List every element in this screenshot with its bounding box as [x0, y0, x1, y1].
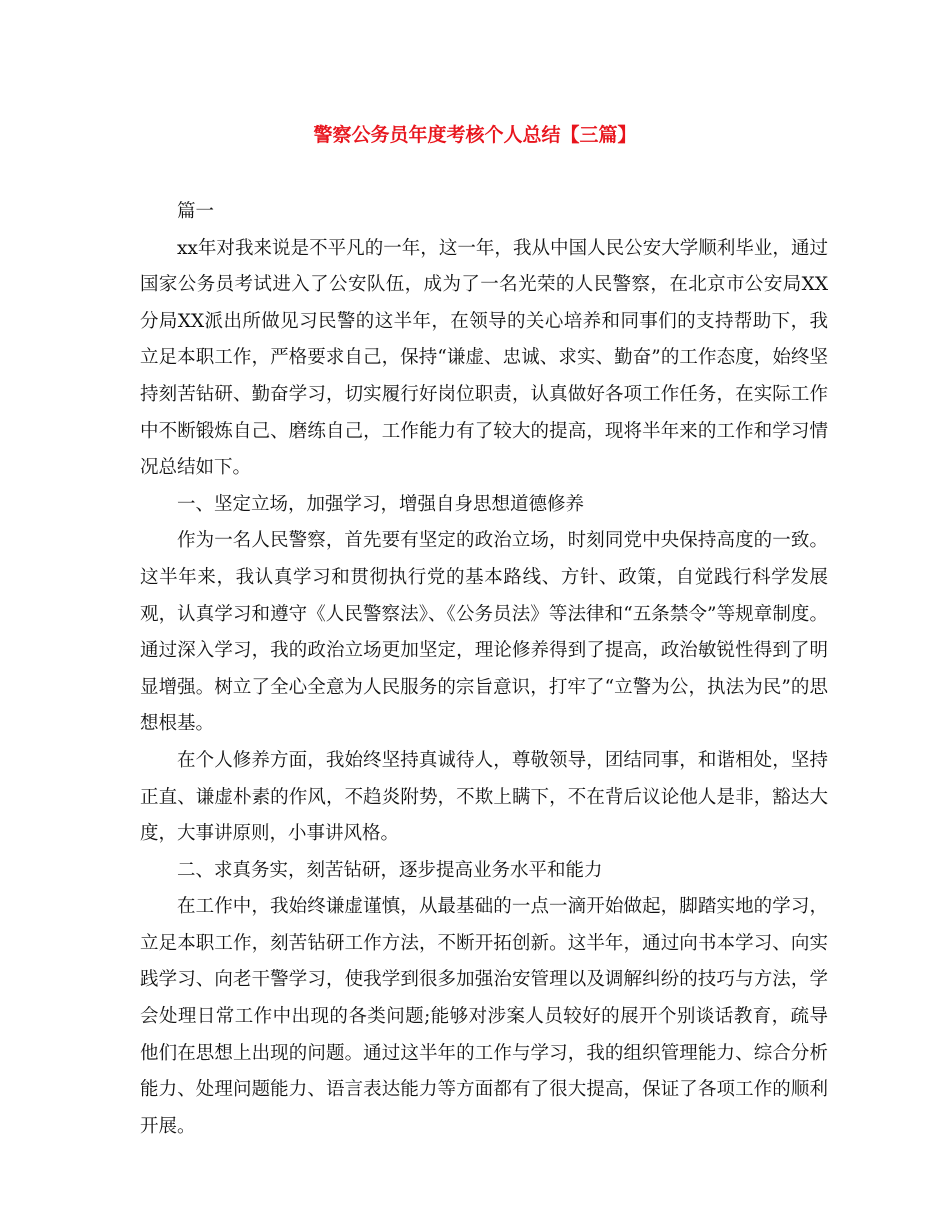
section-heading: 一、坚定立场，加强学习，增强自身思想道德修养 [177, 493, 585, 515]
document-body [140, 194, 828, 1145]
section-heading: 二、求真务实，刻苦钻研，逐步提高业务水平和能力 [177, 859, 603, 881]
body-paragraph: 在个人修养方面，我始终坚持真诚待人，尊敬领导，团结同事，和谐相处，坚持正直、谦虚朴素的作风，不趋炎附势，不欺上瞒下，不在背后议论他人是非，豁达大度，大事讲原则，小事讲风格。 [140, 749, 828, 845]
section-label: 篇一 [177, 201, 215, 222]
body-paragraph: xx年对我来说是不平凡的一年，这一年，我从中国人民公安大学顺利毕业，通过国家公务员考试进入了公安队伍，成为了一名光荣的人民警察，在北京市公安局XX分局XX派出所做见习民警的这半年，在领导的关心培养和同事们的支持帮助下，我立足本职工作，严格要求自己，保持“谦虚、忠诚、求实、勤奋”的工作态度，始终坚持刻苦钻研、勤奋学习，切实履行好岗位职责，认真做好各项工作任务，在实际工作中不断锻炼自己、磨练自己，工作能力有了较大的提高，现将半年来的工作和学习情况总结如下。 [140, 237, 828, 479]
body-paragraph: 作为一名人民警察，首先要有坚定的政治立场，时刻同党中央保持高度的一致。这半年来，我认真学习和贯彻执行党的基本路线、方针、政策，自觉践行科学发展观，认真学习和遵守《人民警察法》、《公务员法》等法律和“五条禁令”等规章制度。通过深入学习，我的政治立场更加坚定，理论修养得到了提高，政治敏锐性得到了明显增强。树立了全心全意为人民服务的宗旨意识，打牢了“立警为公，执法为民”的思想根基。 [140, 530, 828, 735]
document-title: 警察公务员年度考核个人总结【三篇】 [313, 124, 637, 146]
body-paragraph: 在工作中，我始终谦虚谨慎，从最基础的一点一滴开始做起，脚踏实地的学习，立足本职工作，刻苦钻研工作方法，不断开拓创新。这半年，通过向书本学习、向实践学习、向老干警学习，使我学到很多加强治安管理以及调解纠纷的技巧与方法，学会处理日常工作中出现的各类问题;能够对涉案人员较好的展开个别谈话教育，疏导他们在思想上出现的问题。通过这半年的工作与学习，我的组织管理能力、综合分析能力、处理问题能力、语言表达能力等方面都有了很大提高，保证了各项工作的顺利开展。 [140, 896, 828, 1137]
